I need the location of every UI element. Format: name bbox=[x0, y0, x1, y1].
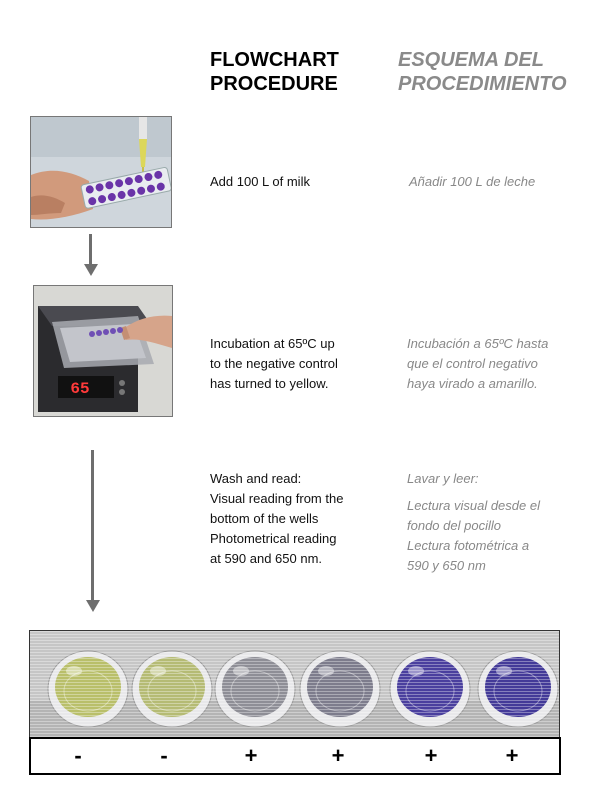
step3-english bbox=[210, 469, 370, 569]
step3-english-line: Photometrical reading bbox=[210, 531, 337, 546]
flow-arrow-2-shaft bbox=[91, 450, 94, 600]
step3-english-line: at 590 and 650 nm. bbox=[210, 551, 323, 566]
pipetting-photo bbox=[30, 116, 172, 228]
step1-spanish bbox=[409, 172, 589, 192]
results-wells-photo bbox=[29, 630, 560, 738]
flow-arrow-1-head bbox=[84, 264, 98, 276]
step1-english bbox=[210, 172, 370, 192]
results-signs-row bbox=[29, 737, 561, 775]
step1-english-line: Add 100 L of milk bbox=[210, 174, 310, 189]
step2-spanish-line: Incubación a 65ºC hasta bbox=[407, 336, 549, 351]
step3-spanish-line: fondo del pocillo bbox=[407, 518, 501, 533]
header-spanish: ESQUEMA DEL PROCEDIMIENTO bbox=[398, 49, 567, 95]
header-english: FLOWCHART PROCEDURE bbox=[210, 49, 339, 95]
step3-english-line: Wash and read: bbox=[210, 471, 302, 486]
flow-arrow-1-shaft bbox=[89, 234, 92, 264]
step3-english-line: bottom of the wells bbox=[210, 511, 319, 526]
positive-sign: + bbox=[331, 743, 345, 768]
positive-sign: + bbox=[424, 743, 438, 768]
step2-english-line: has turned to yellow. bbox=[210, 376, 329, 391]
negative-sign: - bbox=[160, 743, 168, 768]
step3-spanish-line: Lectura visual desde el bbox=[407, 498, 540, 513]
flow-arrow-2-head bbox=[86, 600, 100, 612]
negative-sign: - bbox=[74, 743, 82, 768]
step3-spanish-line: 590 y 650 nm bbox=[407, 558, 486, 573]
step2-spanish-line: haya virado a amarillo. bbox=[407, 376, 538, 391]
step3-spanish-line: Lectura fotométrica a bbox=[407, 538, 530, 553]
positive-sign: + bbox=[505, 743, 519, 768]
step3-spanish-line: Lavar y leer: bbox=[407, 471, 479, 486]
incubator-display: 65 bbox=[70, 380, 90, 398]
step2-english-line: Incubation at 65ºC up bbox=[210, 336, 335, 351]
step3-english-line: Visual reading from the bbox=[210, 491, 344, 506]
incubator-photo bbox=[33, 285, 173, 417]
step1-spanish-line: Añadir 100 L de leche bbox=[409, 174, 536, 189]
step2-spanish bbox=[407, 334, 592, 394]
positive-sign: + bbox=[244, 743, 258, 768]
step3-spanish bbox=[407, 469, 592, 576]
step2-english-line: to the negative control bbox=[210, 356, 338, 371]
step2-spanish-line: que el control negativo bbox=[407, 356, 538, 371]
step2-english bbox=[210, 334, 360, 394]
